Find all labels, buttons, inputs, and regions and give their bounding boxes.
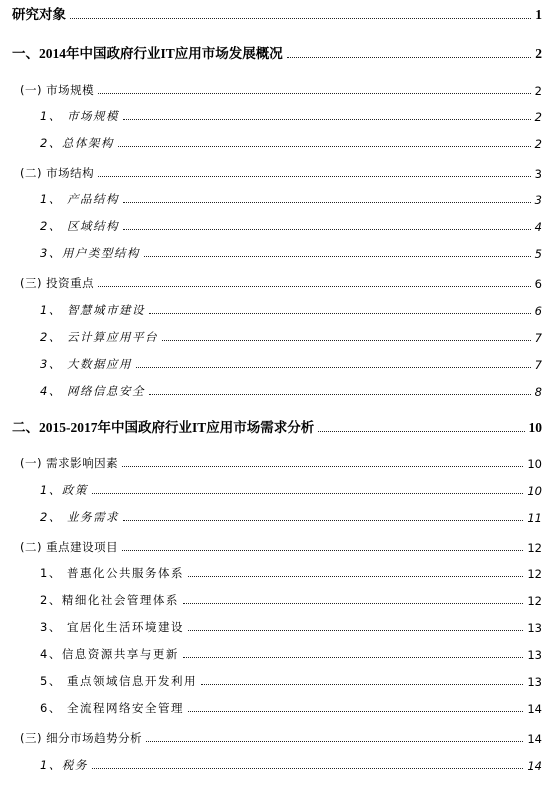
toc-page-number: 13: [527, 675, 542, 689]
dot-leader: [98, 285, 531, 287]
dot-leader: [149, 393, 531, 395]
dot-leader: [122, 549, 523, 551]
toc-entry-section[interactable]: [0, 273, 554, 291]
toc-page-number: 14: [527, 759, 542, 773]
dot-leader: [136, 366, 531, 368]
toc-entry-label: 2、总体架构: [40, 136, 114, 150]
dot-leader: [123, 519, 523, 521]
dot-leader: [149, 312, 531, 314]
toc-page-number: 8: [534, 385, 542, 399]
toc-entry-label: 1、政策: [40, 483, 88, 497]
toc-entry-subsection[interactable]: [0, 133, 554, 151]
toc-entry-subsection[interactable]: [0, 243, 554, 261]
toc-entry-section[interactable]: [0, 80, 554, 98]
toc-page-number: 2: [534, 137, 542, 151]
dot-leader: [188, 710, 523, 712]
toc-page-number: 6: [534, 304, 542, 318]
toc-entry-label: 2、 区域结构: [40, 219, 119, 233]
toc-page-number: 3: [534, 193, 542, 207]
dot-leader: [146, 740, 523, 742]
toc-entry-label: 研究对象: [12, 7, 66, 22]
toc-page-number: 13: [527, 621, 542, 635]
toc-entry-chapter-1[interactable]: [0, 44, 554, 62]
toc-entry-label: 6、 全流程网络安全管理: [40, 701, 184, 715]
toc-page-number: 14: [527, 732, 542, 746]
toc-page-number: 10: [527, 484, 542, 498]
toc-page-number: 12: [527, 541, 542, 555]
toc-entry-subsection[interactable]: [0, 755, 554, 773]
toc-page-number: 2: [534, 84, 542, 98]
toc-entry-label: (二) 市场结构: [20, 166, 95, 180]
dot-leader: [70, 17, 531, 19]
toc-entry-label: 3、用户类型结构: [40, 246, 140, 260]
toc-entry-label: 1、 市场规模: [40, 109, 119, 123]
toc-entry-label: 5、 重点领域信息开发利用: [40, 674, 197, 688]
toc-page-number: 7: [534, 358, 542, 372]
toc-entry-section[interactable]: [0, 728, 554, 746]
toc-page-number: 10: [528, 420, 542, 435]
toc-entry-label: 4、信息资源共享与更新: [40, 647, 179, 661]
toc-entry-subsection[interactable]: [0, 507, 554, 525]
toc-page-number: 2: [535, 46, 542, 61]
dot-leader: [318, 430, 524, 432]
toc-entry-label: 1、 普惠化公共服务体系: [40, 566, 184, 580]
toc-page-number: 14: [527, 702, 542, 716]
toc-page-number: 13: [527, 648, 542, 662]
toc-entry-subsection[interactable]: [0, 480, 554, 498]
toc-entry-label: (三) 细分市场趋势分析: [20, 731, 143, 745]
toc-entry-label: 1、 智慧城市建设: [40, 303, 145, 317]
toc-entry-subsection[interactable]: [0, 617, 554, 635]
toc-page-number: 1: [535, 7, 542, 22]
dot-leader: [144, 255, 531, 257]
toc-entry-subsection[interactable]: [0, 590, 554, 608]
dot-leader: [123, 201, 531, 203]
toc-entry-subsection[interactable]: [0, 563, 554, 581]
toc-page-number: 12: [527, 594, 542, 608]
toc-page-number: 6: [534, 277, 542, 291]
toc-page-number: 11: [527, 511, 542, 525]
toc-page-number: 2: [534, 110, 542, 124]
toc-entry-subsection[interactable]: [0, 698, 554, 716]
toc-entry-subsection[interactable]: [0, 327, 554, 345]
dot-leader: [188, 575, 523, 577]
dot-leader: [92, 767, 524, 769]
toc-entry-label: 2、 业务需求: [40, 510, 119, 524]
dot-leader: [98, 175, 531, 177]
toc-entry-label: 3、 大数据应用: [40, 357, 132, 371]
dot-leader: [123, 228, 531, 230]
toc-entry-section[interactable]: [0, 163, 554, 181]
toc-page-number: 4: [534, 220, 542, 234]
dot-leader: [123, 118, 531, 120]
toc-entry-label: 4、 网络信息安全: [40, 384, 145, 398]
toc-entry-section[interactable]: [0, 453, 554, 471]
dot-leader: [183, 602, 524, 604]
toc-entry-subsection[interactable]: [0, 644, 554, 662]
toc-page-number: 3: [534, 167, 542, 181]
dot-leader: [122, 465, 523, 467]
dot-leader: [118, 145, 531, 147]
toc-entry-label: 二、2015-2017年中国政府行业IT应用市场需求分析: [12, 420, 315, 435]
toc-entry-label: (三) 投资重点: [20, 276, 95, 290]
dot-leader: [162, 339, 531, 341]
toc-entry-subsection[interactable]: [0, 106, 554, 124]
toc-entry-label: 3、 宜居化生活环境建设: [40, 620, 184, 634]
toc-entry-label: 1、税务: [40, 758, 88, 772]
toc-entry-label: 一、2014年中国政府行业IT应用市场发展概况: [12, 46, 283, 61]
toc-entry-label: 1、 产品结构: [40, 192, 119, 206]
toc-entry-subsection[interactable]: [0, 300, 554, 318]
dot-leader: [188, 629, 523, 631]
toc-page-number: 10: [527, 457, 542, 471]
toc-entry-label: (二) 重点建设项目: [20, 540, 119, 554]
toc-entry-label: (一) 需求影响因素: [20, 456, 119, 470]
toc-entry-chapter-2[interactable]: [0, 418, 554, 436]
dot-leader: [98, 92, 531, 94]
toc-entry-subsection[interactable]: [0, 216, 554, 234]
dot-leader: [92, 492, 524, 494]
toc-entry-subsection[interactable]: [0, 189, 554, 207]
toc-entry-subsection[interactable]: [0, 671, 554, 689]
toc-entry-subsection[interactable]: [0, 381, 554, 399]
toc-entry-subsection[interactable]: [0, 354, 554, 372]
toc-page-number: 12: [527, 567, 542, 581]
toc-page-number: 5: [534, 247, 542, 261]
dot-leader: [183, 656, 524, 658]
toc-entry-label: 2、精细化社会管理体系: [40, 593, 179, 607]
toc-page-number: 7: [534, 331, 542, 345]
dot-leader: [201, 683, 523, 685]
toc-entry-research-object[interactable]: [0, 5, 554, 23]
dot-leader: [287, 56, 531, 58]
toc-entry-label: 2、 云计算应用平台: [40, 330, 158, 344]
toc-entry-label: (一) 市场规模: [20, 83, 95, 97]
toc-entry-section[interactable]: [0, 537, 554, 555]
